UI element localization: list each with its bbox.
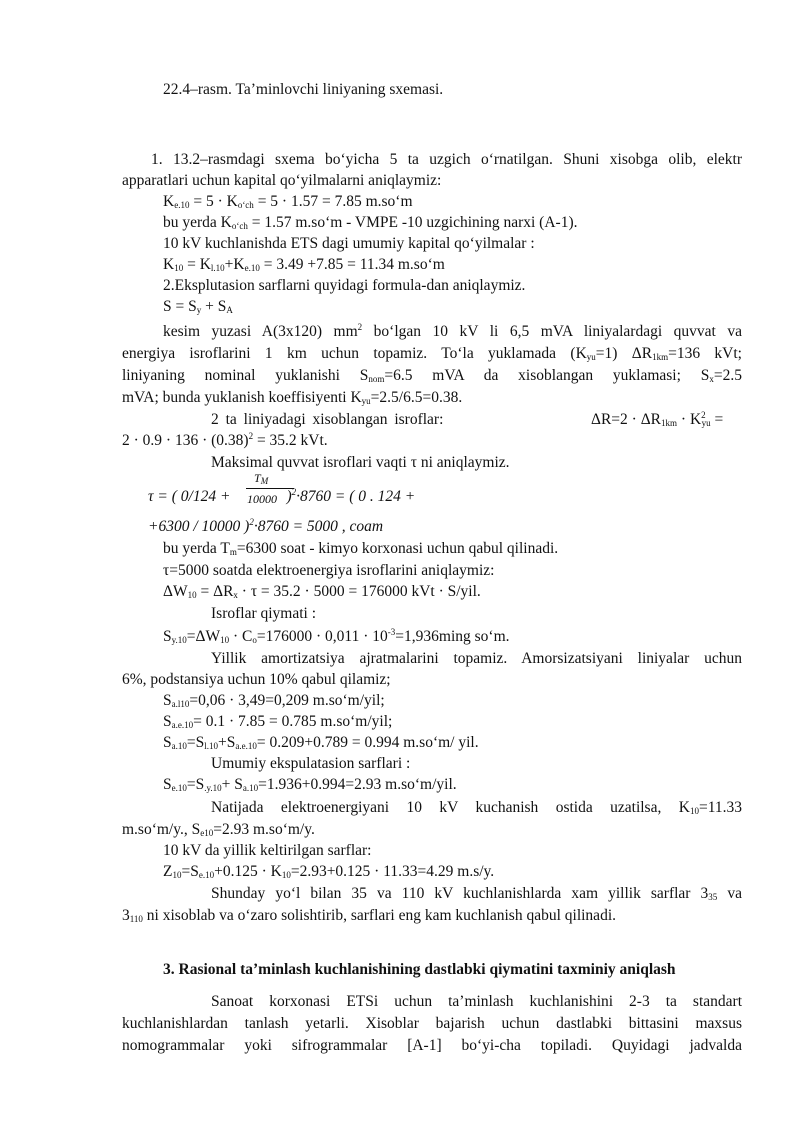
paragraph-line: Sanoat korxonasi ETSi uchun ta’minlash kuchlanishini 2-3 ta standart [211, 993, 742, 1010]
paragraph-line: 1. 13.2–rasmdagi sxema bo‘yicha 5 ta uzgich o‘rnatilgan. Shuni xisobga olib, elektr [151, 151, 742, 168]
formula-line: $S_{e.10}=S_{.y.10}+ S_{a.10}=1.936+0.994=2.93$ m.so‘m/yil. [163, 776, 457, 793]
paragraph-line: bu yerda $T_m=6300$ soat - kimyo korxonasi uchun qabul qilinadi. [163, 540, 559, 557]
paragraph-line: m.so‘m/y., $S_{e10}=2.93$ m.so‘m/y. [122, 821, 315, 838]
formula-line: $S_{a.10}=S_{l.10}+S_{a.e.10}= 0.209+0.789 = 0.994$ m.so‘m/ yil. [163, 734, 479, 751]
paragraph-line: $3_{110}$ ni xisoblab va o‘zaro solishtirib, sarflari eng kam kuchlanish qabul qilinadi. [122, 907, 616, 924]
paragraph-line: Umumiy ekspulatasion sarflari : [211, 755, 411, 772]
formula-line: $K_{e.10} = 5 \cdot K_{o‘ch} = 5 \cdot 1.57 = 7.85$ m.so‘m [163, 193, 413, 210]
formula-line: $2 \cdot 0.9 \cdot 136 \cdot (0.38)^2 = 35.2$ kVt. [122, 431, 328, 449]
paragraph-line: nomogrammalar yoki sifrogrammalar [A-1] bo‘yi-cha topiladi. Quyidagi jadvalda [122, 1037, 742, 1054]
formula-line: $S_{a.e.10}= 0.1 \cdot 7.85 = 0.785$ m.so‘m/yil; [163, 713, 393, 730]
paragraph-line: 6%, podstansiya uchun 10% qabul qilamiz; [122, 671, 391, 688]
paragraph-line: 10 kV da yillik keltirilgan sarflar: [163, 842, 372, 859]
paragraph-line: bu yerda $K_{o‘ch} = 1.57$ m.so‘m - VMPE -10 uzgichining narxi (A-1). [163, 214, 578, 231]
fraction-bar [246, 488, 294, 489]
paragraph-line: mVA; bunda yuklanish koeffisiyenti $K_{yu}=2.5/6.5=0.38$. [122, 389, 463, 406]
paragraph-line: 10 kV kuchlanishda ETS dagi umumiy kapital qo‘yilmalar : [163, 235, 535, 252]
formula-line: $K_{10} = K_{l.10}+K_{e.10} = 3.49 +7.85 = 11.34$ m.so‘m [163, 256, 445, 273]
formula-line: $S_{y.10}=\Delta W_{10} \cdot C_o=176000 \cdot 0,011 \cdot 10^{-3}=1,936\min g$ so‘m. [163, 627, 510, 645]
formula-line: $S_{a.l10}=0,06 \cdot 3,49=0,209$ m.so‘m/yil; [163, 692, 385, 709]
tau-fraction-numerator: $T_M$ [254, 471, 269, 486]
paragraph-line: Isroflar qiymati : [211, 605, 317, 622]
paragraph-line: apparatlari uchun kapital qo‘yilmalarni aniqlaymiz: [122, 172, 442, 189]
paragraph-line: Shunday yo‘l bilan 35 va 110 kV kuchlanishlarda xam yillik sarflar $3_{35}$ va [211, 885, 742, 902]
figure-caption: 22.4–rasm. Ta’minlovchi liniyaning sxemasi. [163, 81, 444, 98]
formula-line: $\Delta W_{10} = \Delta R_x \cdot \tau = 35.2 \cdot 5000 = 176000$ kVt · S/yil. [163, 583, 481, 600]
paragraph-line: Maksimal quvvat isroflari vaqti τ ni aniqlaymiz. [211, 454, 510, 471]
paragraph-line: energiya isroflarini 1 km uchun topamiz. To‘la yuklamada $(K_{yu}=1)$ $\Delta R_{1km}=136$ kVt; [122, 345, 742, 362]
formula-line: $S = S_y + S_A$ [163, 298, 233, 315]
paragraph-line: kuchlanishlardan tanlash yetarli. Xisoblar bajarish uchun dastlabki bittasini maxsus [122, 1015, 742, 1032]
tau-fraction-denominator: 10000 [247, 492, 277, 506]
paragraph-line: liniyaning nominal yuklanishi $S_{nom}=6.5$ mVA da xisoblangan yuklamasi; $S_x=2.5$ [122, 367, 742, 384]
paragraph-line: 2 ta liniyadagi xisoblangan isroflar: [211, 411, 444, 428]
paragraph-line: Yillik amortizatsiya ajratmalarini topamiz. Amorsizatsiyani liniyalar uchun [211, 650, 742, 667]
formula-line: $\Delta R=2 \cdot \Delta R_{1km} \cdot K^2_{yu}$ = [591, 410, 724, 428]
paragraph-line: τ=5000 soatda elektroenergiya isroflarini aniqlaymiz: [163, 562, 495, 579]
tau-formula-line-2: +6300 / 10000 )$^2$·8760 = 5000 , coam [148, 517, 384, 535]
paragraph-line: 2.Eksplutasion sarflarni quyidagi formula-dan aniqlaymiz. [163, 277, 526, 294]
section-heading: 3. Rasional ta’minlash kuchlanishining dastlabki qiymatini taxminiy aniqlash [163, 961, 676, 978]
paragraph-line: kesim yuzasi A(3x120) $mm^2$ bo‘lgan 10 kV li 6,5 mVA liniyalardagi quvvat va [163, 322, 742, 340]
tau-formula-line-1: τ = ( 0/124 + )$^2$·8760 = ( 0 . 124 + [148, 487, 416, 505]
formula-line: $Z_{10}=S_{e.10}+0.125 \cdot K_{10}=2.93+0.125 \cdot 11.33=4.29$ m.s/y. [163, 863, 495, 880]
paragraph-line: Natijada elektroenergiyani 10 kV kuchanish ostida uzatilsa, $K_{10}=11.33$ [211, 799, 742, 816]
